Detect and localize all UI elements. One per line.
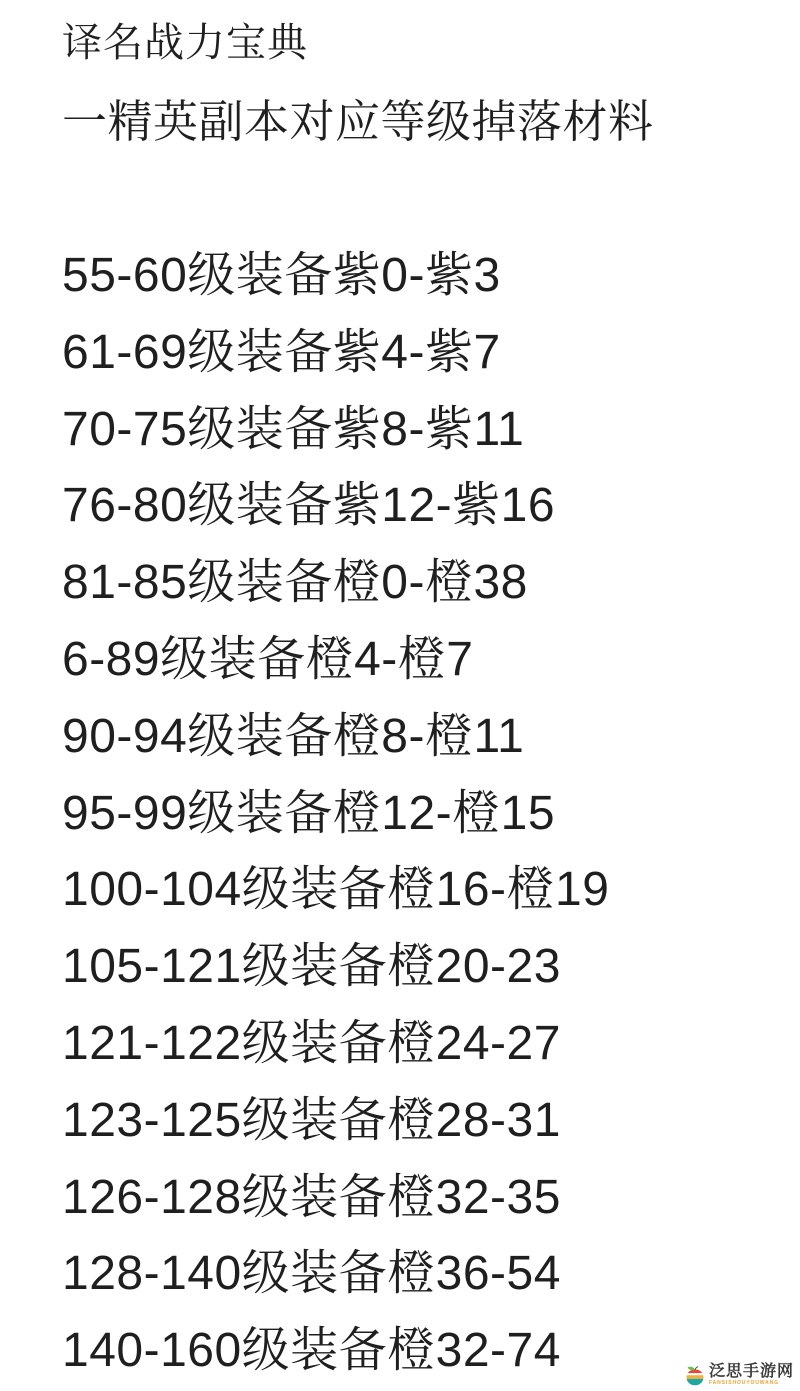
list-item: 123-125级装备橙28-31 [62,1093,561,1147]
list-item: 81-85级装备橙0-橙38 [62,556,528,610]
list-item: 121-122级装备橙24-27 [62,1016,561,1070]
list-item: 6-89级装备橙4-橙7 [62,632,474,686]
list-item: 76-80级装备紫12-紫16 [62,479,556,533]
list-item: 95-99级装备橙12-橙15 [62,786,556,840]
list-item: 90-94级装备橙8-橙11 [62,709,525,763]
list-item: 105-121级装备橙20-23 [62,940,561,994]
watermark-text [709,1364,794,1386]
watermark [683,1363,794,1387]
drop-list [62,238,800,1390]
list-item: 128-140级装备橙36-54 [62,1247,561,1301]
list-item: 126-128级装备橙32-35 [62,1170,561,1224]
striped-apple-icon [683,1363,707,1387]
page-title: 译名战力宝典 [62,21,308,65]
list-item: 100-104级装备橙16-橙19 [62,863,610,917]
page-subtitle: 一精英副本对应等级掉落材料 [62,96,654,147]
list-item: 61-69级装备紫4-紫7 [62,325,501,379]
list-item: 70-75级装备紫8-紫11 [62,402,525,456]
list-item: 140-160级装备橙32-74 [62,1324,561,1378]
list-item: 55-60级装备紫0-紫3 [62,249,501,302]
watermark-site-name-latin: FANSISHOUYOUWANG [708,1380,779,1386]
watermark-site-name: 泛思手游网 [708,1363,794,1380]
